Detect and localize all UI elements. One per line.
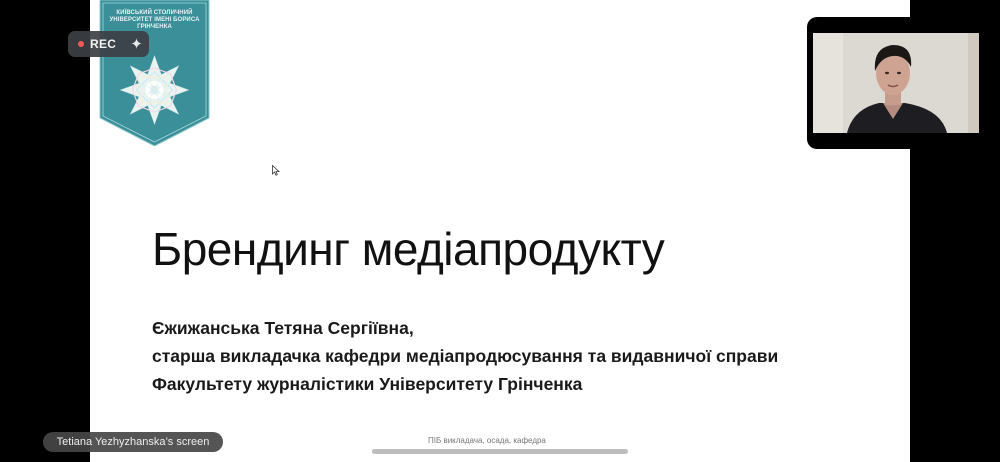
university-badge <box>98 0 211 146</box>
badge-university-name: КИЇВСЬКИЙ СТОЛИЧНИЙ УНІВЕРСИТЕТ ІМЕНІ БОРИСА ГРІНЧЕНКА <box>109 10 200 30</box>
webcam-video <box>813 33 979 133</box>
recording-indicator[interactable] <box>68 31 149 57</box>
webcam-thumbnail[interactable] <box>807 17 985 149</box>
scrollbar[interactable] <box>372 449 628 454</box>
participant-video-icon <box>813 33 979 133</box>
author-position: старша викладачка кафедри медіапродюсування та видавничої справи <box>152 346 779 366</box>
slide-title: Брендинг медіапродукту <box>152 223 665 275</box>
author-name: Єжижанська Тетяна Сергіївна, <box>152 318 414 338</box>
author-faculty: Факультету журналістики Університету Грінченка <box>152 374 583 394</box>
sparkle-icon[interactable]: ✦ <box>130 35 143 53</box>
screen-owner-label: Tetiana Yezhyzhanska’s screen <box>43 432 223 452</box>
author-block <box>152 314 872 398</box>
recording-dot-icon <box>78 41 84 47</box>
mouse-cursor-icon <box>272 165 280 176</box>
slide-footer-note: ПІБ викладача, осада, кафедра <box>428 436 546 445</box>
recording-label: REC <box>90 37 117 51</box>
shared-slide <box>90 0 910 462</box>
